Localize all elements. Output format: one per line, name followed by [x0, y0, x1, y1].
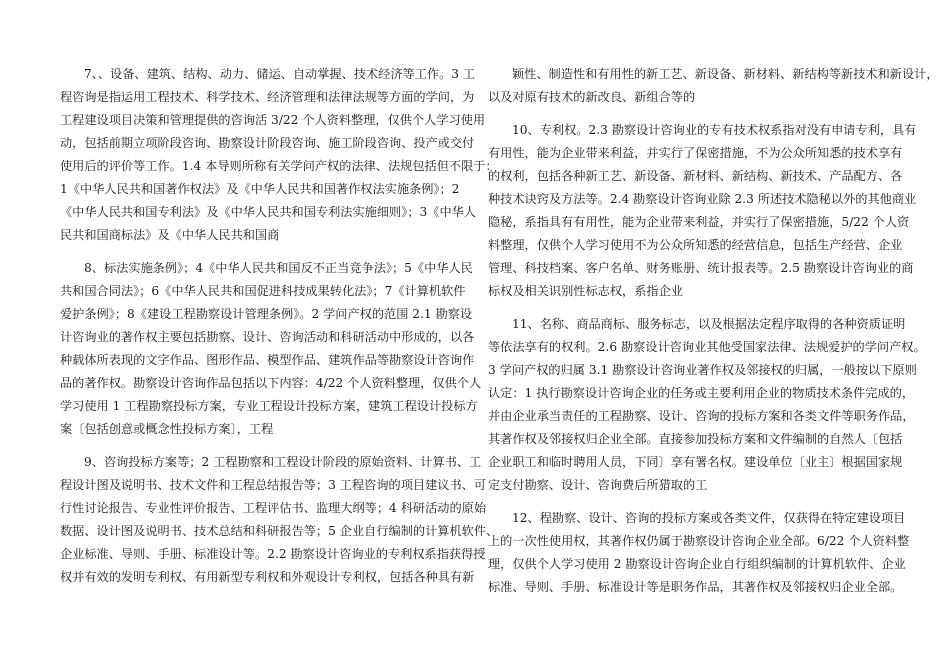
text-line: 11、名称、商品商标、服务标志，以及根据法定程序取得的各种资质证明: [512, 317, 906, 331]
text-line: 程设计图及说明书、技术文件和工程总结报告等；3 工程咨询的项目建议书、可: [60, 478, 487, 492]
text-line: 种载体所表现的文字作品、图形作品、模型作品、建筑作品等勘察设计咨询作: [60, 353, 475, 367]
text-line: 企业职工和临时聘用人员，下同〕享有署名权。建设单位〔业主〕根据国家规: [488, 455, 903, 469]
text-line: 8、标法实施条例》；4《中华人民共和国反不正当竞争法》；5《中华人民: [84, 261, 473, 275]
text-line: 9、咨询投标方案等；2 工程勘察和工程设计阶段的原始资料、计算书、工: [84, 455, 482, 469]
text-line: 程咨询是指运用工程技术、科学技术、经济管理和法律法规等方面的学问，为: [60, 90, 475, 104]
text-line: 以及对原有技术的新改良、新组合等的: [488, 90, 696, 104]
text-line: 种技术诀窍及方法等。2.4 勘察设计咨询业除 2.3 所述技术隐秘以外的其他商业: [488, 192, 917, 206]
text-line: 其著作权及邻接权归企业全部。直接参加投标方案和文件编制的自然人〔包括: [488, 432, 903, 446]
text-line: 并由企业承当责任的工程勘察、设计、咨询的投标方案和各类文件等职务作品，: [488, 409, 915, 423]
text-line: 7、、设备、建筑、结构、动力、储运、自动掌握、技术经济等工作。3 工: [84, 67, 476, 81]
text-line: 12、程勘察、设计、咨询的投标方案或各类文件，仅获得在特定建设项目: [512, 511, 906, 525]
paragraph: [488, 507, 910, 599]
text-line: 标权及相关识别性标志权，系指企业: [488, 284, 683, 298]
text-line: 隐秘，系指具有有用性，能为企业带来利益，并实行了保密措施，5/22 个人资: [488, 215, 910, 229]
text-line: 管理、科技档案、客户名单、财务账册、统计报表等。2.5 勘察设计咨询业的商: [488, 261, 914, 275]
text-line: 料整理，仅供个人学习使用不为公众所知悉的经营信息，包括生产经营、企业: [488, 238, 903, 252]
text-line: 数据、设计图及说明书、技术总结和科研报告等；5 企业自行编制的计算机软件、: [60, 524, 499, 538]
paragraph: [488, 119, 917, 303]
left-text-column: [60, 63, 499, 599]
text-line: 《中华人民共和国专利法》及《中华人民共和国专利法实施细则》；3《中华人: [60, 205, 477, 219]
paragraph: [60, 257, 482, 441]
text-line: 共和国合同法》；6《中华人民共和国促进科技成果转化法》；7《计算机软件: [60, 284, 466, 298]
text-line: 品的著作权。勘察设计咨询作品包括以下内容：4/22 个人资料整理，仅供个人: [60, 376, 482, 390]
text-line: 颖性、制造性和有用性的新工艺、新设备、新材料、新结构等新技术和新设计，: [512, 67, 939, 81]
text-line: 企业标准、导则、手册、标准设计等。2.2 勘察设计咨询业的专利权系指获得授: [60, 547, 486, 561]
text-line: 动，包括前期立项阶段咨询、勘察设计阶段咨询、施工阶段咨询、投产或交付: [60, 136, 475, 150]
text-line: 等依法享有的权利。2.6 勘察设计咨询业其他受国家法律、法规爱护的学问产权。: [488, 340, 926, 354]
right-text-column: [488, 63, 939, 609]
text-line: 定支付勘察、设计、咨询费后所猎取的工: [488, 478, 708, 492]
text-line: 10、专利权。2.3 勘察设计咨询业的专有技术权系指对没有申请专利，具有: [512, 123, 917, 137]
text-line: 3 学问产权的归属 3.1 勘察设计咨询业著作权及邻接权的归属，一般按以下原则: [488, 363, 917, 377]
text-line: 民共和国商标法》及《中华人民共和国商: [60, 228, 280, 242]
text-line: 行性讨论报告、专业性评价报告、工程评估书、监理大纲等；4 科研活动的原始: [60, 501, 487, 515]
text-line: 学习使用 1 工程勘察投标方案，专业工程设计投标方案，建筑工程设计投标方: [60, 399, 478, 413]
text-line: 使用后的评价等工作。1.4 本导则所称有关学问产权的法律、法规包括但不限于：: [60, 159, 498, 173]
text-line: 计咨询业的著作权主要包括勘察、设计、咨询活动和科研活动中形成的，以各: [60, 330, 475, 344]
text-line: 权并有效的发明专利权、有用新型专利权和外观设计专利权，包括各种具有新: [60, 570, 475, 584]
text-line: 理，仅供个人学习使用 2 勘察设计咨询企业自行组织编制的计算机软件、企业: [488, 557, 906, 571]
text-line: 1《中华人民共和国著作权法》及《中华人民共和国著作权法实施条例》；2: [60, 182, 460, 196]
paragraph: [488, 313, 926, 497]
text-line: 的权利，包括各种新工艺、新设备、新材料、新结构、新技术、产品配方、各: [488, 169, 903, 183]
text-line: 认定：1 执行勘察设计咨询企业的任务或主要利用企业的物质技术条件完成的，: [488, 386, 915, 400]
paragraph: [60, 63, 498, 247]
text-line: 有用性，能为企业带来利益，并实行了保密措施，不为公众所知悉的技术享有: [488, 146, 903, 160]
paragraph: [60, 451, 499, 589]
paragraph: [488, 63, 939, 109]
text-line: 爱护条例》；8《建设工程勘察设计管理条例》。2 学问产权的范围 2.1 勘察设: [60, 307, 473, 321]
text-line: 上的一次性使用权，其著作权仍属于勘察设计咨询企业全部。6/22 个人资料整: [488, 534, 910, 548]
text-line: 案〔包括创意或概念性投标方案〕，工程: [60, 422, 274, 436]
text-line: 工程建设项目决策和管理提供的咨询活 3/22 个人资料整理，仅供个人学习使用: [60, 113, 486, 127]
text-line: 标准、导则、手册、标准设计等是职务作品，其著作权及邻接权归企业全部。: [488, 580, 903, 594]
